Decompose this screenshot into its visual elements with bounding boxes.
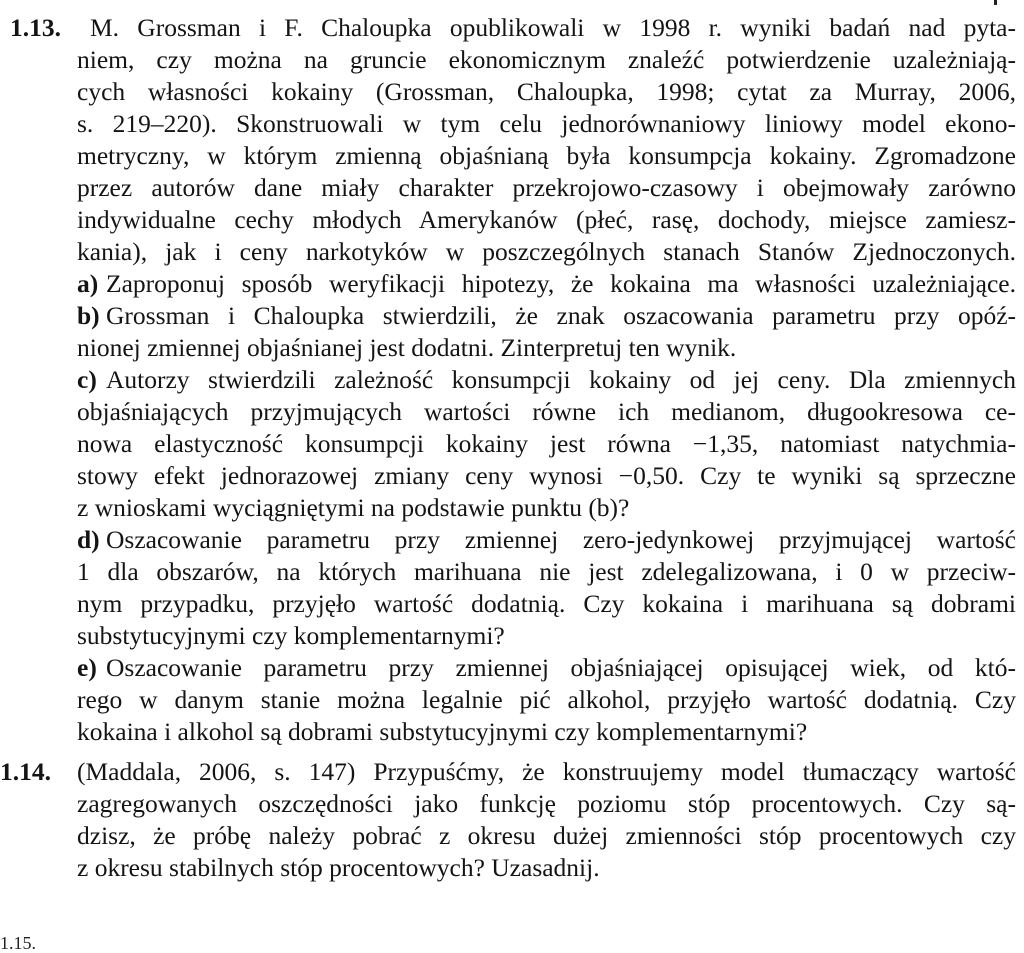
- scan-artifact-mark: [994, 0, 997, 5]
- exercise-1-13-intro-line: s. 219–220). Skonstruowali w tym celu jednorównaniowy liniowy model ekono-: [77, 109, 1016, 138]
- subquestion-e-text: rego w danym stanie można legalnie pić alkohol, przyjęło wartość dodatnią. Czy: [77, 685, 1016, 714]
- subquestion-e-text: Oszacowanie parametru przy zmiennej objaśniającej opisującej wiek, od któ-: [106, 653, 1016, 682]
- subquestion-c: [0, 364, 1024, 396]
- subquestion-a: [0, 268, 1024, 300]
- exercise-1-14-line-4: [0, 852, 1024, 884]
- exercise-1-13-line-3: [0, 76, 1024, 108]
- subquestion-label-b: b): [77, 301, 100, 330]
- exercise-1-13-intro-line: niem, czy można na gruncie ekonomicznym znaleźć potwierdzenie uzależniają-: [77, 45, 1016, 74]
- subquestion-d-line-4: [0, 620, 1024, 652]
- subquestion-c-line-3: [0, 428, 1024, 460]
- subquestion-e-line-2: [0, 684, 1024, 716]
- subquestion-label-a: a): [77, 269, 99, 298]
- subquestion-label-e: e): [77, 653, 97, 682]
- subquestion-e-text: kokaina i alkohol są dobrami substytucyjnymi czy komplementarnymi?: [77, 717, 808, 746]
- subquestion-d-text: Oszacowanie parametru przy zmiennej zero-jedynkowej przyjmującej wartość: [106, 525, 1016, 554]
- subquestion-b-text: nionej zmiennej objaśnianej jest dodatni. Zinterpretuj ten wynik.: [77, 333, 737, 362]
- exercise-1-13-line-5: [0, 140, 1024, 172]
- subquestion-c-text: nowa elastyczność konsumpcji kokainy jest równa −1,35, natomiast natychmia-: [77, 429, 1016, 458]
- subquestion-c-line-2: [0, 396, 1024, 428]
- exercise-1-13-intro-line: metryczny, w którym zmienną objaśnianą była konsumpcja kokainy. Zgromadzone: [77, 141, 1016, 170]
- subquestion-d-line-2: [0, 556, 1024, 588]
- exercise-1-13-line-4: [0, 108, 1024, 140]
- subquestion-c-line-4: [0, 460, 1024, 492]
- exercise-number-1-13: 1.13.: [10, 13, 61, 42]
- exercise-1-14-text: z okresu stabilnych stóp procentowych? Uzasadnij.: [77, 853, 600, 882]
- subquestion-d-line-3: [0, 588, 1024, 620]
- exercise-1-13-intro-line: przez autorów dane miały charakter przekrojowo-czasowy i obejmowały zarówno: [77, 173, 1016, 202]
- subquestion-d-text: nym przypadku, przyjęło wartość dodatnią. Czy kokaina i marihuana są dobrami: [77, 589, 1016, 618]
- exercise-1-13-line-1: [0, 12, 1024, 44]
- exercise-1-13-line-8: [0, 236, 1024, 268]
- subquestion-a-text: Zaproponuj sposób weryfikacji hipotezy, że kokaina ma własności uzależniające.: [106, 269, 1016, 298]
- subquestion-e: [0, 652, 1024, 684]
- exercise-1-13-line-2: [0, 44, 1024, 76]
- exercise-1-13-intro-line: indywidualne cechy młodych Amerykanów (płeć, rasę, dochody, miejsce zamiesz-: [77, 205, 1016, 234]
- exercise-number-1-14: 1.14.: [0, 757, 51, 786]
- exercise-1-14-text: (Maddala, 2006, s. 147) Przypuśćmy, że konstruujemy model tłumaczący wartość: [77, 757, 1016, 786]
- subquestion-b: [0, 300, 1024, 332]
- subquestion-c-text: objaśniających przyjmujących wartości równe ich medianom, długookresowa ce-: [77, 397, 1016, 426]
- subquestion-d-text: 1 dla obszarów, na których marihuana nie jest zdelegalizowana, i 0 w przeciw-: [77, 557, 1016, 586]
- subquestion-d-text: substytucyjnymi czy komplementarnymi?: [77, 621, 505, 650]
- exercise-1-13-intro-line: M. Grossman i F. Chaloupka opublikowali w 1998 r. wyniki badań nad pyta-: [90, 13, 1016, 42]
- subquestion-label-d: d): [77, 525, 100, 554]
- next-exercise-number-fragment: 1.15.: [0, 933, 36, 953]
- subquestion-c-text: z wnioskami wyciągniętymi na podstawie punktu (b)?: [77, 493, 630, 522]
- exercise-1-13-line-6: [0, 172, 1024, 204]
- subquestion-e-line-3: [0, 716, 1024, 748]
- exercise-1-14-text: dzisz, że próbę należy pobrać z okresu dużej zmienności stóp procentowych czy: [77, 821, 1016, 850]
- subquestion-b-text: Grossman i Chaloupka stwierdzili, że znak oszacowania parametru przy opóź-: [106, 301, 1016, 330]
- subquestion-c-text: stowy efekt jednorazowej zmiany ceny wynosi −0,50. Czy te wyniki są sprzeczne: [77, 461, 1016, 490]
- exercise-1-14-text: zagregowanych oszczędności jako funkcję poziomu stóp procentowych. Czy są-: [77, 789, 1016, 818]
- exercise-1-14-line-2: [0, 788, 1024, 820]
- exercise-1-13-intro-line: kania), jak i ceny narkotyków w poszczególnych stanach Stanów Zjednoczonych.: [77, 237, 1016, 266]
- subquestion-c-line-5: [0, 492, 1024, 524]
- subquestion-d: [0, 524, 1024, 556]
- subquestion-label-c: c): [77, 365, 97, 394]
- exercise-1-13-intro-line: cych własności kokainy (Grossman, Chaloupka, 1998; cytat za Murray, 2006,: [77, 77, 1016, 106]
- subquestion-b-line-2: [0, 332, 1024, 364]
- subquestion-c-text: Autorzy stwierdzili zależność konsumpcji kokainy od jej ceny. Dla zmiennych: [106, 365, 1016, 394]
- exercise-1-14-line-1: [0, 756, 1024, 788]
- exercise-1-13-line-7: [0, 204, 1024, 236]
- exercise-1-14-line-3: [0, 820, 1024, 852]
